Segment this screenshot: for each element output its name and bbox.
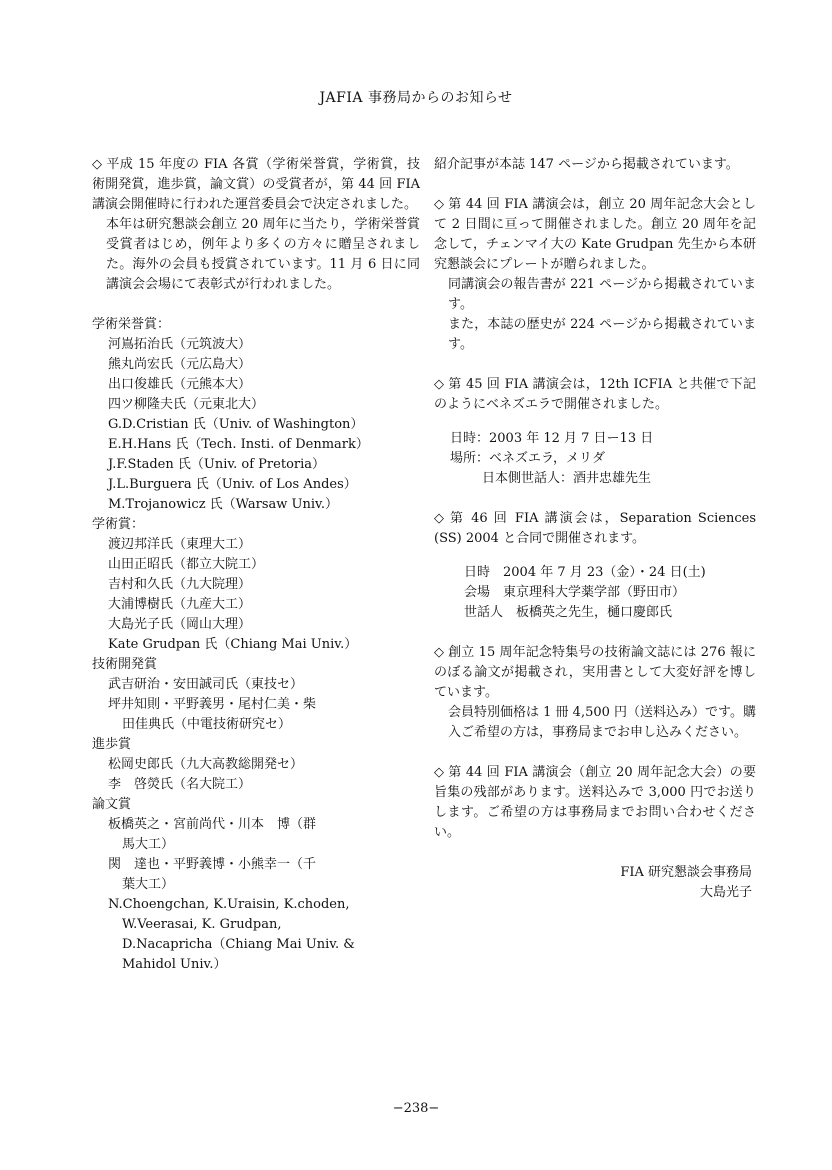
diamond-bullet-icon: ◇ — [434, 377, 445, 392]
award-recipient: 板橋英之・宮前尚代・川本 博（群 — [108, 817, 317, 832]
notice-item: ◇ 第 44 回 FIA 講演会（創立 20 周年記念大会）の要旨集の残部があります。送料込みで 3,000 円でお送りします。ご希望の方は事務局までお問い合わせください。 — [434, 765, 757, 840]
award-recipient: M.Trojanowicz 氏（Warsaw Univ.） — [108, 497, 338, 512]
award-recipient: 吉村和久氏（九大院理） — [108, 577, 252, 592]
award-category: 学術賞： — [92, 517, 145, 532]
award-recipient: E.H.Hans 氏（Tech. Insti. of Denmark） — [108, 437, 369, 452]
award-recipient: 渡辺邦洋氏（東理大工） — [108, 537, 252, 552]
notice-item: ◇ 創立 15 周年記念特集号の技術論文誌には 276 報にのぼる論文が掲載され，実用書として大変好評を博しています。 — [434, 645, 756, 700]
signature-org: FIA 研究懇談会事務局 — [620, 865, 752, 880]
award-recipient: 四ツ柳隆夫氏（元東北大） — [108, 397, 265, 412]
award-category: 学術栄誉賞： — [92, 317, 171, 332]
spacer — [434, 415, 756, 429]
right-column — [434, 155, 756, 903]
award-recipient: 葉大工） — [122, 877, 175, 892]
left-column — [92, 155, 420, 975]
notice-item: ◇ 第 44 回 FIA 講演会は，創立 20 周年記念大会として 2 日間に亘って開催されました。創立 20 周年を記念して，チェンマイ大の Kate Grudpan 先生から本研究懇談会にプレートが贈られました。 — [434, 197, 757, 272]
event-organizer: 世話人 板橋英之先生，樋口慶郎氏 — [464, 605, 673, 620]
spacer — [434, 843, 756, 863]
award-recipient: J.L.Burguera 氏（Univ. of Los Andes） — [108, 477, 357, 492]
award-category: 進歩賞 — [92, 737, 132, 752]
diamond-bullet-icon: ◇ — [434, 197, 445, 212]
award-recipient: 田佳典氏（中電技術研究セ） — [122, 717, 292, 732]
award-recipient: 馬大工） — [122, 837, 175, 852]
diamond-bullet-icon: ◇ — [434, 765, 445, 780]
continued-paragraph: 紹介記事が本誌 147 ページから掲載されています。 — [434, 157, 739, 172]
award-recipient: 出口俊雄氏（元熊本大） — [108, 377, 252, 392]
award-section-progress — [92, 735, 420, 795]
award-category: 論文賞 — [92, 797, 132, 812]
award-recipient: 関 達也・平野義博・小熊幸一（千 — [108, 857, 317, 872]
award-recipient: 松岡史郎氏（九大高教総開発セ） — [108, 757, 304, 772]
award-section-academic — [92, 515, 420, 655]
notice-paragraph: 同講演会の報告書が 221 ページから掲載されています。 — [448, 277, 756, 312]
spacer — [434, 623, 756, 643]
award-section-paper — [92, 795, 420, 975]
award-recipient: 熊丸尚宏氏（元広島大） — [108, 357, 252, 372]
award-recipient: 坪井知則・平野義男・尾村仁美・柴 — [108, 697, 317, 712]
diamond-bullet-icon: ◇ — [434, 511, 446, 526]
award-recipient: 大浦博樹氏（九産大工） — [108, 597, 252, 612]
award-recipient: W.Veerasai, K. Grudpan, — [122, 917, 282, 932]
notice-item: ◇ 第 45 回 FIA 講演会は，12th ICFIA と共催で下記のようにベネズエラで開催されました。 — [434, 377, 756, 412]
notice-paragraph: 会員特別価格は 1 冊 4,500 円（送料込み）です。購入ご希望の方は，事務局までお申し込みください。 — [448, 705, 756, 740]
diamond-bullet-icon: ◇ — [434, 645, 445, 660]
page-title: JAFIA 事務局からのお知らせ — [319, 90, 513, 106]
spacer — [434, 549, 756, 563]
spacer — [92, 295, 420, 315]
intro-paragraph — [92, 155, 420, 215]
spacer — [434, 489, 756, 509]
award-category: 技術開発賞 — [92, 657, 158, 672]
award-recipient: 李 啓熒氏（名大院工） — [108, 777, 252, 792]
award-recipient: 武吉研治・安田誠司氏（東技セ） — [108, 677, 304, 692]
page-number: −238− — [392, 1101, 440, 1116]
award-recipient: G.D.Cristian 氏（Univ. of Washington） — [108, 417, 364, 432]
award-recipient: J.F.Staden 氏（Univ. of Pretoria） — [108, 457, 326, 472]
event-venue: 会場 東京理科大学薬学部（野田市） — [464, 585, 686, 600]
notice-item: ◇ 第 46 回 FIA 講演会は，Separation Sciences (SS) 2004 と合同で開催されます。 — [434, 511, 756, 546]
event-date: 日時：2003 年 12 月 7 日ー13 日 — [450, 431, 654, 446]
award-section-technology — [92, 655, 420, 735]
event-host: 日本側世話人：酒井忠雄先生 — [482, 471, 652, 486]
award-recipient: 大島光子氏（岡山大理） — [108, 617, 252, 632]
event-place: 場所：ベネズエラ，メリダ — [450, 451, 605, 466]
award-section-academic-honor — [92, 315, 420, 515]
award-recipient: 山田正昭氏（都立大院工） — [108, 557, 265, 572]
spacer — [434, 743, 756, 763]
intro-text: 平成 15 年度の FIA 各賞（学術栄誉賞，学術賞，技術開発賞，進歩賞，論文賞）の受賞者が，第 44 回 FIA 講演会開催時に行われた運営委員会で決定されました。 — [92, 157, 420, 212]
spacer — [434, 175, 756, 195]
spacer — [434, 355, 756, 375]
award-recipient: Mahidol Univ.） — [122, 957, 227, 972]
intro-paragraph-2: 本年は研究懇談会創立 20 周年に当たり，学術栄誉賞受賞者はじめ，例年より多くの方々に贈呈されました。海外の会員も授賞されています。11 月 6 日に同講演会会場にて表彰式が行われました。 — [106, 217, 420, 292]
signature-name: 大島光子 — [699, 885, 752, 900]
event-date: 日時 2004 年 7 月 23（金）・24 日(土) — [464, 565, 706, 580]
award-recipient: N.Choengchan, K.Uraisin, K.choden, — [108, 897, 350, 912]
notice-paragraph: また，本誌の歴史が 224 ページから掲載されています。 — [448, 317, 756, 352]
award-recipient: Kate Grudpan 氏（Chiang Mai Univ.） — [108, 637, 358, 652]
award-recipient: D.Nacapricha（Chiang Mai Univ. & — [122, 937, 355, 952]
award-recipient: 河嶌拓治氏（元筑波大） — [108, 337, 252, 352]
diamond-bullet-icon: ◇ — [92, 157, 103, 172]
